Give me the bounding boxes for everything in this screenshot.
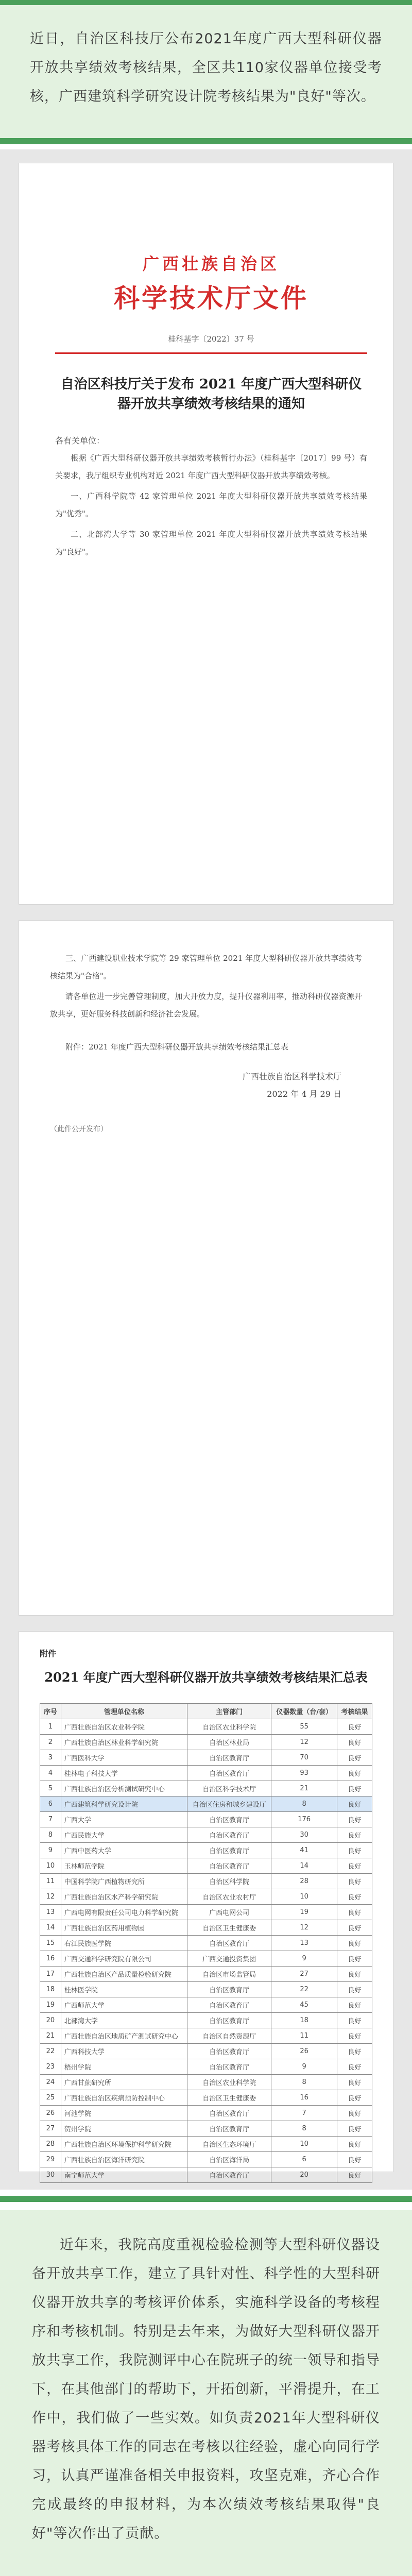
red-rule <box>55 352 367 354</box>
document-scan <box>0 149 412 2190</box>
table-cell: 21 <box>40 2028 61 2044</box>
table-cell: 自治区农业科学院 <box>187 2075 271 2090</box>
col-header: 管理单位名称 <box>61 1704 187 1719</box>
table-cell: 14 <box>40 1920 61 1936</box>
table-cell: 良好 <box>337 1967 372 1982</box>
divider-bar-2 <box>0 2196 412 2202</box>
table-cell: 广西壮族自治区水产科学研究院 <box>61 1889 187 1905</box>
table-cell: 广西医科大学 <box>61 1750 187 1766</box>
table-row <box>40 1750 372 1766</box>
table-cell: 广西大学 <box>61 1812 187 1827</box>
table-cell: 自治区教育厅 <box>187 1843 271 1858</box>
table-cell: 广西电网公司 <box>187 1905 271 1920</box>
table-cell: 3 <box>40 1750 61 1766</box>
table-cell: 中国科学院广西植物研究所 <box>61 1874 187 1889</box>
table-cell: 8 <box>40 1827 61 1843</box>
table-cell: 良好 <box>337 2167 372 2183</box>
table-cell: 16 <box>40 1951 61 1967</box>
table-cell: 自治区卫生健康委 <box>187 2090 271 2106</box>
table-body <box>40 1719 372 2183</box>
table-cell: 广西电网有限责任公司电力科学研究院 <box>61 1905 187 1920</box>
table-cell: 广西甘蔗研究所 <box>61 2075 187 2090</box>
results-table <box>40 1703 372 2183</box>
table-cell: 自治区教育厅 <box>187 1812 271 1827</box>
table-row <box>40 2137 372 2152</box>
table-cell: 20 <box>271 2167 337 2183</box>
table-cell: 10 <box>271 1889 337 1905</box>
document-paragraph: 根据《广西大型科研仪器开放共享绩效考核暂行办法》（桂科基字〔2017〕99 号）有关要求，我厅组织专业机构对近 2021 年度广西大型科研仪器开放共享绩效考核。 <box>55 453 367 480</box>
table-cell: 2 <box>40 1735 61 1750</box>
table-cell: 22 <box>271 1982 337 1997</box>
table-cell: 自治区农业科学院 <box>187 1719 271 1735</box>
document-attachment: 附件：2021 年度广西大型科研仪器开放共享绩效考核结果汇总表 <box>65 1042 288 1052</box>
table-row <box>40 1797 372 1812</box>
table-cell: 自治区教育厅 <box>187 2167 271 2183</box>
table-cell: 良好 <box>337 1781 372 1797</box>
table-cell: 良好 <box>337 2075 372 2090</box>
table-row <box>40 2059 372 2075</box>
table-cell: 28 <box>40 2137 61 2152</box>
table-cell: 5 <box>40 1781 61 1797</box>
table-cell: 93 <box>271 1766 337 1781</box>
table-cell: 自治区教育厅 <box>187 1982 271 1997</box>
table-cell: 18 <box>271 2013 337 2028</box>
table-row <box>40 1766 372 1781</box>
table-cell: 玉林师范学院 <box>61 1858 187 1874</box>
table-cell: 广西壮族自治区分析测试研究中心 <box>61 1781 187 1797</box>
table-cell: 自治区教育厅 <box>187 2106 271 2121</box>
table-cell: 自治区教育厅 <box>187 1858 271 1874</box>
table-cell: 良好 <box>337 2090 372 2106</box>
table-row <box>40 2013 372 2028</box>
table-cell: 7 <box>271 2106 337 2121</box>
table-cell: 良好 <box>337 1797 372 1812</box>
table-row <box>40 2152 372 2167</box>
table-cell: 梧州学院 <box>61 2059 187 2075</box>
table-cell: 10 <box>40 1858 61 1874</box>
table-cell: 广西建筑科学研究设计院 <box>61 1797 187 1812</box>
document-signature <box>50 1068 362 1103</box>
table-cell: 良好 <box>337 2121 372 2137</box>
table-cell: 11 <box>271 2028 337 2044</box>
table-cell: 良好 <box>337 1827 372 1843</box>
table-cell: 41 <box>271 1843 337 1858</box>
table-cell: 12 <box>271 1735 337 1750</box>
table-cell: 广西壮族自治区海洋研究院 <box>61 2152 187 2167</box>
table-cell: 11 <box>40 1874 61 1889</box>
table-cell: 10 <box>271 2137 337 2152</box>
table-cell: 良好 <box>337 1812 372 1827</box>
document-paragraph: 二、北部湾大学等 30 家管理单位 2021 年度大型科研仪器开放共享绩效考核结果为"良好"。 <box>55 530 367 556</box>
table-cell: 良好 <box>337 1889 372 1905</box>
table-cell: 良好 <box>337 1843 372 1858</box>
table-row <box>40 1858 372 1874</box>
table-row <box>40 1920 372 1936</box>
table-row <box>40 2028 372 2044</box>
attachment-label: 附件 <box>40 1649 57 1658</box>
table-cell: 自治区科学院 <box>187 1874 271 1889</box>
table-cell: 30 <box>271 1827 337 1843</box>
col-header: 考核结果 <box>337 1704 372 1719</box>
table-cell: 良好 <box>337 2106 372 2121</box>
table-cell: 12 <box>271 1920 337 1936</box>
table-cell: 自治区自然资源厅 <box>187 2028 271 2044</box>
table-cell: 15 <box>40 1936 61 1951</box>
table-cell: 13 <box>40 1905 61 1920</box>
table-cell: 良好 <box>337 1858 372 1874</box>
header-line2: 科学技术厅文件 <box>114 283 308 313</box>
table-cell: 桂林电子科技大学 <box>61 1766 187 1781</box>
table-cell: 自治区海洋局 <box>187 2152 271 2167</box>
table-row <box>40 1827 372 1843</box>
table-cell: 23 <box>40 2059 61 2075</box>
table-cell: 良好 <box>337 2137 372 2152</box>
table-cell: 自治区教育厅 <box>187 2121 271 2137</box>
body-paragraph: 近年来，我院高度重视检验检测等大型科研仪器设备开放共享工作，建立了具针对性、科学性的大型科研仪器开放共享的考核评价体系，实施科学设备的考核程序和考核机制。特别是去年来，为做好大型科研仪器开放共享工作，我院测评中心在院班子的统一领导和指导下，在其他部门的帮助下，开拓创新，平滑提升，在工作中，我们做了一些实效。如负责2021年大型科研仪器考核具体工作的同志在考核以往经验，虚心向同行学习，认真严谨准备相关申报资料，攻坚克难，齐心合作完成最终的申报材料，为本次绩效考核结果取得"良好"等次作出了贡献。 <box>32 2237 380 2541</box>
col-header: 序号 <box>40 1704 61 1719</box>
document-page-3 <box>19 1631 393 2180</box>
table-cell: 自治区教育厅 <box>187 1936 271 1951</box>
table-cell: 22 <box>40 2044 61 2059</box>
table-cell: 7 <box>40 1812 61 1827</box>
table-cell: 自治区卫生健康委 <box>187 1920 271 1936</box>
table-cell: 自治区教育厅 <box>187 2059 271 2075</box>
table-cell: 18 <box>40 1982 61 1997</box>
table-cell: 13 <box>271 1936 337 1951</box>
table-cell: 176 <box>271 1812 337 1827</box>
table-cell: 29 <box>40 2152 61 2167</box>
public-note: （此件公开发布） <box>50 1125 108 1133</box>
table-cell: 8 <box>271 2075 337 2090</box>
table-cell: 良好 <box>337 1874 372 1889</box>
table-cell: 9 <box>271 1951 337 1967</box>
table-cell: 14 <box>271 1858 337 1874</box>
table-cell: 20 <box>40 2013 61 2028</box>
document-page-1 <box>19 163 393 905</box>
table-cell: 良好 <box>337 2059 372 2075</box>
table-row <box>40 1967 372 1982</box>
table-cell: 良好 <box>337 1750 372 1766</box>
header-line1: 广西壮族自治区 <box>142 254 280 274</box>
table-cell: 28 <box>271 1874 337 1889</box>
table-cell: 9 <box>40 1843 61 1858</box>
table-cell: 8 <box>271 2121 337 2137</box>
document-number: 桂科基字〔2022〕37 号 <box>168 334 254 344</box>
table-header-row <box>40 1704 372 1719</box>
table-cell: 自治区教育厅 <box>187 1997 271 2013</box>
table-cell: 右江民族医学院 <box>61 1936 187 1951</box>
table-cell: 良好 <box>337 1905 372 1920</box>
table-cell: 广西壮族自治区疾病预防控制中心 <box>61 2090 187 2106</box>
table-cell: 55 <box>271 1719 337 1735</box>
table-cell: 27 <box>271 1967 337 1982</box>
table-row <box>40 1936 372 1951</box>
table-cell: 27 <box>40 2121 61 2137</box>
table-cell: 17 <box>40 1967 61 1982</box>
table-cell: 广西科技大学 <box>61 2044 187 2059</box>
table-cell: 16 <box>271 2090 337 2106</box>
table-cell: 良好 <box>337 1735 372 1750</box>
table-row <box>40 1812 372 1827</box>
table-cell: 良好 <box>337 1936 372 1951</box>
table-cell: 24 <box>40 2075 61 2090</box>
table-cell: 9 <box>271 2059 337 2075</box>
table-cell: 1 <box>40 1719 61 1735</box>
table-cell: 广西中医药大学 <box>61 1843 187 1858</box>
document-paragraph: 请各单位进一步完善管理制度，加大开放力度，提升仪器利用率，推动科研仪器资源开放共享，更好服务科技创新和经济社会发展。 <box>50 992 362 1019</box>
table-cell: 广西壮族自治区产品质量检验研究院 <box>61 1967 187 1982</box>
table-cell: 广西交通科学研究院有限公司 <box>61 1951 187 1967</box>
table-cell: 河池学院 <box>61 2106 187 2121</box>
table-row <box>40 2090 372 2106</box>
document-paragraph: 三、广西建设职业技术学院等 29 家管理单位 2021 年度大型科研仪器开放共享绩效考核结果为"合格"。 <box>50 954 362 980</box>
document-title: 自治区科技厅关于发布 2021 年度广西大型科研仪器开放共享绩效考核结果的通知 <box>60 377 362 412</box>
table-cell: 自治区住房和城乡建设厅 <box>187 1797 271 1812</box>
table-row <box>40 2106 372 2121</box>
table-cell: 广西民族大学 <box>61 1827 187 1843</box>
table-cell: 30 <box>40 2167 61 2183</box>
table-cell: 广西壮族自治区地质矿产测试研究中心 <box>61 2028 187 2044</box>
table-cell: 广西交通投资集团 <box>187 1951 271 1967</box>
table-cell: 自治区教育厅 <box>187 1766 271 1781</box>
table-row <box>40 1889 372 1905</box>
table-cell: 70 <box>271 1750 337 1766</box>
table-cell: 45 <box>271 1997 337 2013</box>
document-header <box>55 251 367 315</box>
document-page-2 <box>19 920 393 1616</box>
col-header: 仪器数量（台/套） <box>271 1704 337 1719</box>
table-cell: 良好 <box>337 1997 372 2013</box>
document-paragraph: 一、广西科学院等 42 家管理单位 2021 年度大型科研仪器开放共享绩效考核结果为"优秀"。 <box>55 492 367 518</box>
table-row <box>40 1997 372 2013</box>
document-addressee: 各有关单位： <box>55 436 105 446</box>
table-cell: 19 <box>271 1905 337 1920</box>
table-cell: 6 <box>271 2152 337 2167</box>
table-cell: 广西壮族自治区农业科学院 <box>61 1719 187 1735</box>
table-row <box>40 1951 372 1967</box>
table-row <box>40 1781 372 1797</box>
sign-date: 2022 年 4 月 29 日 <box>267 1089 341 1099</box>
table-cell: 自治区教育厅 <box>187 1827 271 1843</box>
table-cell: 自治区教育厅 <box>187 2013 271 2028</box>
table-cell: 北部湾大学 <box>61 2013 187 2028</box>
sign-org: 广西壮族自治区科学技术厅 <box>242 1072 341 1081</box>
table-cell: 良好 <box>337 2044 372 2059</box>
table-cell: 8 <box>271 1797 337 1812</box>
table-row <box>40 2044 372 2059</box>
table-cell: 广西壮族自治区药用植物园 <box>61 1920 187 1936</box>
table-cell: 21 <box>271 1781 337 1797</box>
table-cell: 良好 <box>337 1982 372 1997</box>
table-cell: 良好 <box>337 1719 372 1735</box>
table-cell: 25 <box>40 2090 61 2106</box>
table-cell: 自治区教育厅 <box>187 1750 271 1766</box>
table-row <box>40 1735 372 1750</box>
body-section <box>0 2210 412 2576</box>
table-title: 2021 年度广西大型科研仪器开放共享绩效考核结果汇总表 <box>44 1670 368 1685</box>
table-cell: 19 <box>40 1997 61 2013</box>
intro-section <box>0 5 412 138</box>
table-cell: 良好 <box>337 1951 372 1967</box>
table-cell: 良好 <box>337 2152 372 2167</box>
table-cell: 26 <box>40 2106 61 2121</box>
table-cell: 良好 <box>337 1766 372 1781</box>
table-cell: 自治区生态环境厅 <box>187 2137 271 2152</box>
table-row <box>40 1719 372 1735</box>
table-cell: 自治区农业农村厅 <box>187 1889 271 1905</box>
table-cell: 桂林医学院 <box>61 1982 187 1997</box>
table-cell: 12 <box>40 1889 61 1905</box>
table-row <box>40 1843 372 1858</box>
table-cell: 良好 <box>337 2013 372 2028</box>
table-cell: 4 <box>40 1766 61 1781</box>
table-cell: 广西师范大学 <box>61 1997 187 2013</box>
intro-text: 近日，自治区科技厅公布2021年度广西大型科研仪器开放共享绩效考核结果，全区共110家仪器单位接受考核，广西建筑科学研究设计院考核结果为"良好"等次。 <box>30 31 382 105</box>
table-cell: 6 <box>40 1797 61 1812</box>
table-cell: 26 <box>271 2044 337 2059</box>
table-cell: 贺州学院 <box>61 2121 187 2137</box>
divider-bar-1 <box>0 138 412 144</box>
table-cell: 自治区市场监管局 <box>187 1967 271 1982</box>
table-row <box>40 1874 372 1889</box>
table-cell: 自治区科学技术厅 <box>187 1781 271 1797</box>
col-header: 主管部门 <box>187 1704 271 1719</box>
table-row <box>40 1905 372 1920</box>
table-cell: 良好 <box>337 1920 372 1936</box>
table-row <box>40 1982 372 1997</box>
table-row <box>40 2075 372 2090</box>
table-cell: 自治区林业局 <box>187 1735 271 1750</box>
table-row <box>40 2167 372 2183</box>
table-row <box>40 2121 372 2137</box>
table-cell: 自治区教育厅 <box>187 2044 271 2059</box>
table-cell: 良好 <box>337 2028 372 2044</box>
table-cell: 南宁师范大学 <box>61 2167 187 2183</box>
table-cell: 广西壮族自治区林业科学研究院 <box>61 1735 187 1750</box>
table-cell: 广西壮族自治区环境保护科学研究院 <box>61 2137 187 2152</box>
